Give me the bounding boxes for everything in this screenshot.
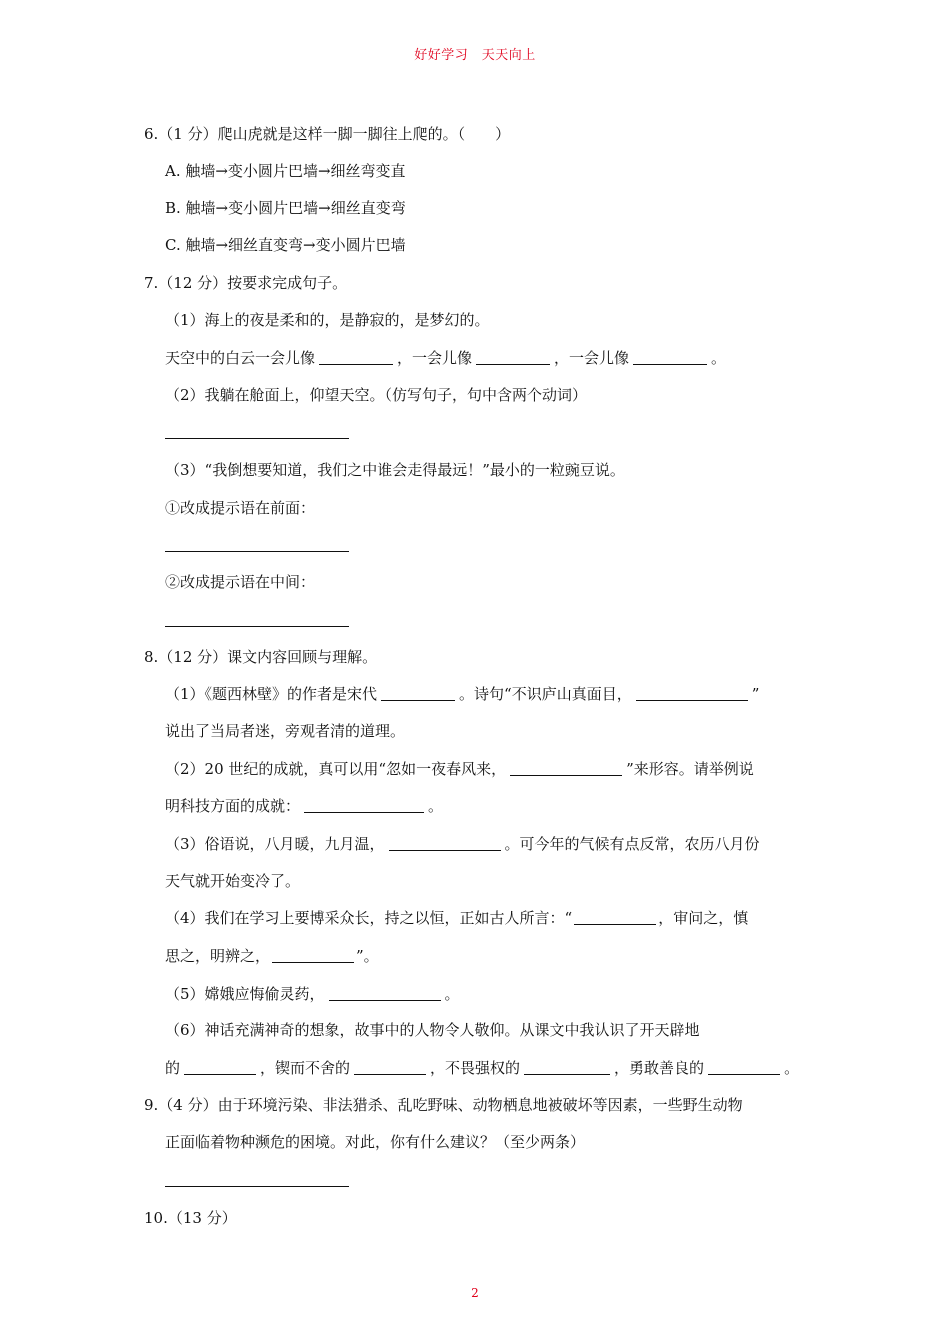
q8-p2-text-d: 。 [428, 797, 444, 815]
answer-blank[interactable] [329, 986, 441, 1001]
answer-blank[interactable] [304, 798, 424, 813]
answer-blank[interactable] [574, 910, 656, 925]
answer-blank[interactable] [633, 350, 707, 365]
question-8-part-3 [165, 834, 760, 854]
question-8-part-3-cont: 天气就开始变冷了。 [165, 872, 301, 890]
answer-line[interactable] [165, 551, 349, 552]
question-8-part-1 [165, 684, 759, 704]
answer-line[interactable] [165, 438, 349, 439]
answer-blank[interactable] [381, 686, 455, 701]
question-9-stem: 9.（4 分）由于环境污染、非法猎杀、乱吃野味、动物栖息地被破坏等因素，一些野生动物 [144, 1096, 743, 1114]
answer-blank[interactable] [476, 350, 550, 365]
q7-p1-text-a: 天空中的白云一会儿像 [165, 349, 316, 367]
question-9-stem-cont: 正面临着物种濒危的困境。对此，你有什么建议？（至少两条） [165, 1133, 586, 1151]
answer-line[interactable] [165, 626, 349, 627]
q8-p6-text-d: ，不畏强权的 [430, 1059, 521, 1077]
answer-blank[interactable] [636, 686, 748, 701]
q8-p2-text-b: ”来形容。请举例说 [626, 760, 754, 778]
q8-p3-text-b: 。可今年的气候有点反常，农历八月份 [504, 835, 760, 853]
q8-p6-text-b: 的 [165, 1059, 181, 1077]
question-8-part-1-cont: 说出了当局者迷，旁观者清的道理。 [165, 722, 406, 740]
q7-p1-text-c: ，一会儿像 [554, 349, 630, 367]
q8-p5-text-a: （5）嫦娥应悔偷灵药， [165, 985, 325, 1003]
answer-blank[interactable] [524, 1060, 610, 1075]
question-6-option-c[interactable]: C. 触墙→细丝直变弯→变小圆片巴墙 [165, 236, 406, 254]
q8-p2-text-a: （2）20 世纪的成就，真可以用“忽如一夜春风来， [165, 760, 507, 778]
question-6-stem: 6.（1 分）爬山虎就是这样一脚一脚往上爬的。（ ） [144, 125, 511, 143]
question-10-stem: 10.（13 分） [144, 1209, 237, 1227]
question-7-part-3-2: ②改成提示语在中间： [165, 573, 316, 591]
answer-blank[interactable] [272, 948, 354, 963]
q7-p1-text-b: ，一会儿像 [397, 349, 473, 367]
question-8-stem: 8.（12 分）课文内容回顾与理解。 [144, 648, 378, 666]
q8-p4-text-c: 思之，明辨之， [165, 947, 271, 965]
question-7-part-1-fill [165, 348, 726, 368]
q8-p1-text-b: 。诗句“不识庐山真面目， [459, 685, 632, 703]
q8-p1-text-a: （1）《题西林壁》的作者是宋代 [165, 685, 378, 703]
question-8-part-5 [165, 984, 460, 1004]
question-8-part-2 [165, 759, 754, 779]
answer-blank[interactable] [319, 350, 393, 365]
q8-p5-text-b: 。 [444, 985, 460, 1003]
answer-blank[interactable] [389, 836, 501, 851]
q8-p6-text-e: ，勇敢善良的 [614, 1059, 705, 1077]
question-7-part-3-1: ①改成提示语在前面： [165, 499, 316, 517]
q8-p3-text-a: （3）俗语说，八月暖，九月温， [165, 835, 385, 853]
q8-p2-text-c: 明科技方面的成就： [165, 797, 301, 815]
question-8-part-4 [165, 908, 748, 928]
answer-line[interactable] [165, 1186, 349, 1187]
q7-p1-text-d: 。 [711, 349, 727, 367]
question-7-stem: 7.（12 分）按要求完成句子。 [144, 274, 348, 292]
answer-blank[interactable] [510, 761, 622, 776]
question-8-part-4-cont [165, 946, 379, 966]
page-header: 好好学习 天天向上 [414, 48, 536, 63]
q8-p6-text-f: 。 [784, 1059, 800, 1077]
q8-p4-text-b: ，审问之，慎 [658, 909, 749, 927]
answer-blank[interactable] [184, 1060, 256, 1075]
question-8-part-2-cont [165, 796, 443, 816]
q8-p6-text-c: ，锲而不舍的 [260, 1059, 351, 1077]
question-7-part-3: （3）“我倒想要知道，我们之中谁会走得最远！”最小的一粒豌豆说。 [165, 461, 625, 479]
question-6-option-a[interactable]: A. 触墙→变小圆片巴墙→细丝弯变直 [165, 162, 406, 180]
question-7-part-1: （1）海上的夜是柔和的，是静寂的，是梦幻的。 [165, 311, 490, 329]
q8-p4-text-d: ”。 [356, 947, 379, 965]
question-8-part-6: （6）神话充满神奇的想象，故事中的人物令人敬仰。从课文中我认识了开天辟地 [165, 1021, 700, 1039]
answer-blank[interactable] [354, 1060, 426, 1075]
answer-blank[interactable] [708, 1060, 780, 1075]
question-6-option-b[interactable]: B. 触墙→变小圆片巴墙→细丝直变弯 [165, 199, 406, 217]
q8-p1-text-c: ” [751, 685, 760, 703]
question-7-part-2: （2）我躺在舱面上，仰望天空。（仿写句子，句中含两个动词） [165, 386, 588, 404]
question-8-part-6-cont [165, 1058, 799, 1078]
page-number: 2 [471, 1286, 479, 1300]
q8-p4-text-a: （4）我们在学习上要博采众长，持之以恒，正如古人所言：“ [165, 909, 573, 927]
